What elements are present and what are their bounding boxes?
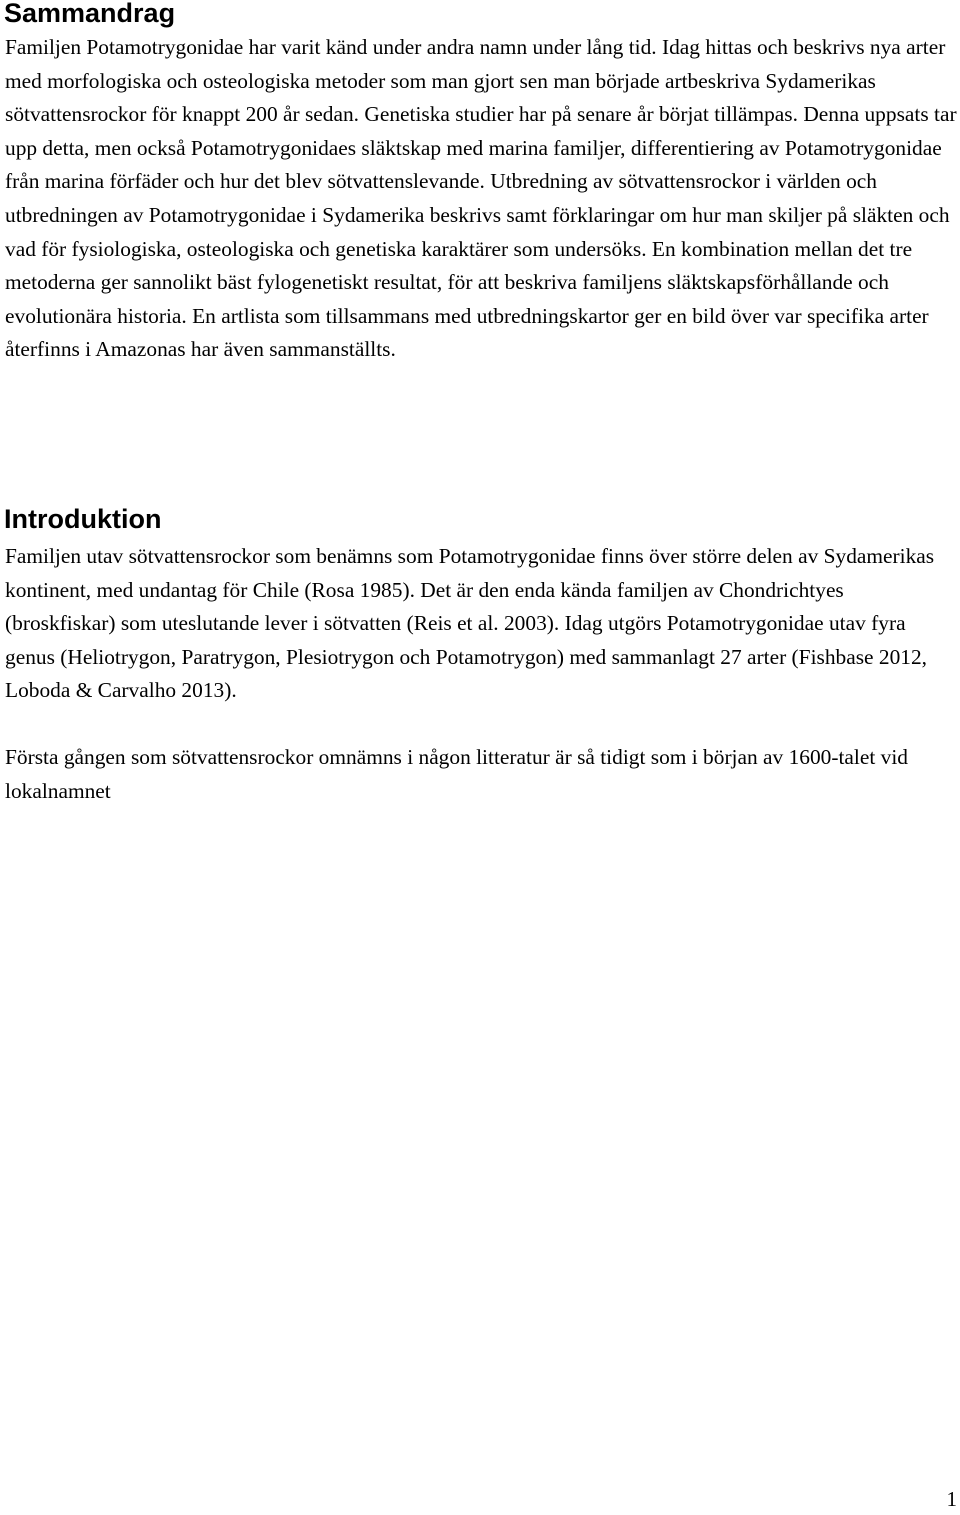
introduction-paragraph-1: Familjen utav sötvattensrockor som benämns som Potamotrygonidae finns över större delen av Sydamerikas kontinent, med undantag för Chile (Rosa 1985). Det är den enda kända familjen av Chondrichtyes (broskfiskar) som uteslutande lever i sötvatten (Reis et al. 2003). Idag utgörs Potamotrygonidae utav fyra genus (Heliotrygon, Paratrygon, Plesiotrygon och Potamotrygon) med sammanlagt 27 arter (Fishbase 2012, Loboda & Carvalho 2013). <box>5 544 935 703</box>
section-heading-introduktion: Introduktion <box>4 504 162 534</box>
page-number: 1 <box>946 1487 957 1511</box>
section-heading-sammandrag: Sammandrag <box>4 0 176 28</box>
summary-paragraph: Familjen Potamotrygonidae har varit känd under andra namn under lång tid. Idag hittas och beskrivs nya arter med morfologiska och osteologiska metoder som man gjort sen man började artbeskriva Sydamerikas sötvattensrockor för knappt 200 år sedan. Genetiska studier har på senare år börjat tillämpas. Denna uppsats tar upp detta, men också Potamotrygonidaes släktskap med marina familjer, differentiering av Potamotrygonidae från marina förfäder och hur det blev sötvattenslevande. Utbredning av sötvattensrockor i världen och utbredningen av Potamotrygonidae i Sydamerika beskrivs samt förklaringar om hur man skiljer på släkten och vad för fysiologiska, osteologiska och genetiska karaktärer som undersöks. En kombination mellan det tre metoderna ger sannolikt bäst fylogenetiskt resultat, för att beskriva familjens släktskapsförhållande och evolutionära historia. En artlista som tillsammans med utbredningskartor ger en bild över var specifika arter återfinns i Amazonas har även sammanställts. <box>5 35 957 362</box>
introduction-paragraph-2: Första gången som sötvattensrockor omnämns i någon litteratur är så tidigt som i början av 1600-talet vid lokalnamnet <box>5 745 908 803</box>
